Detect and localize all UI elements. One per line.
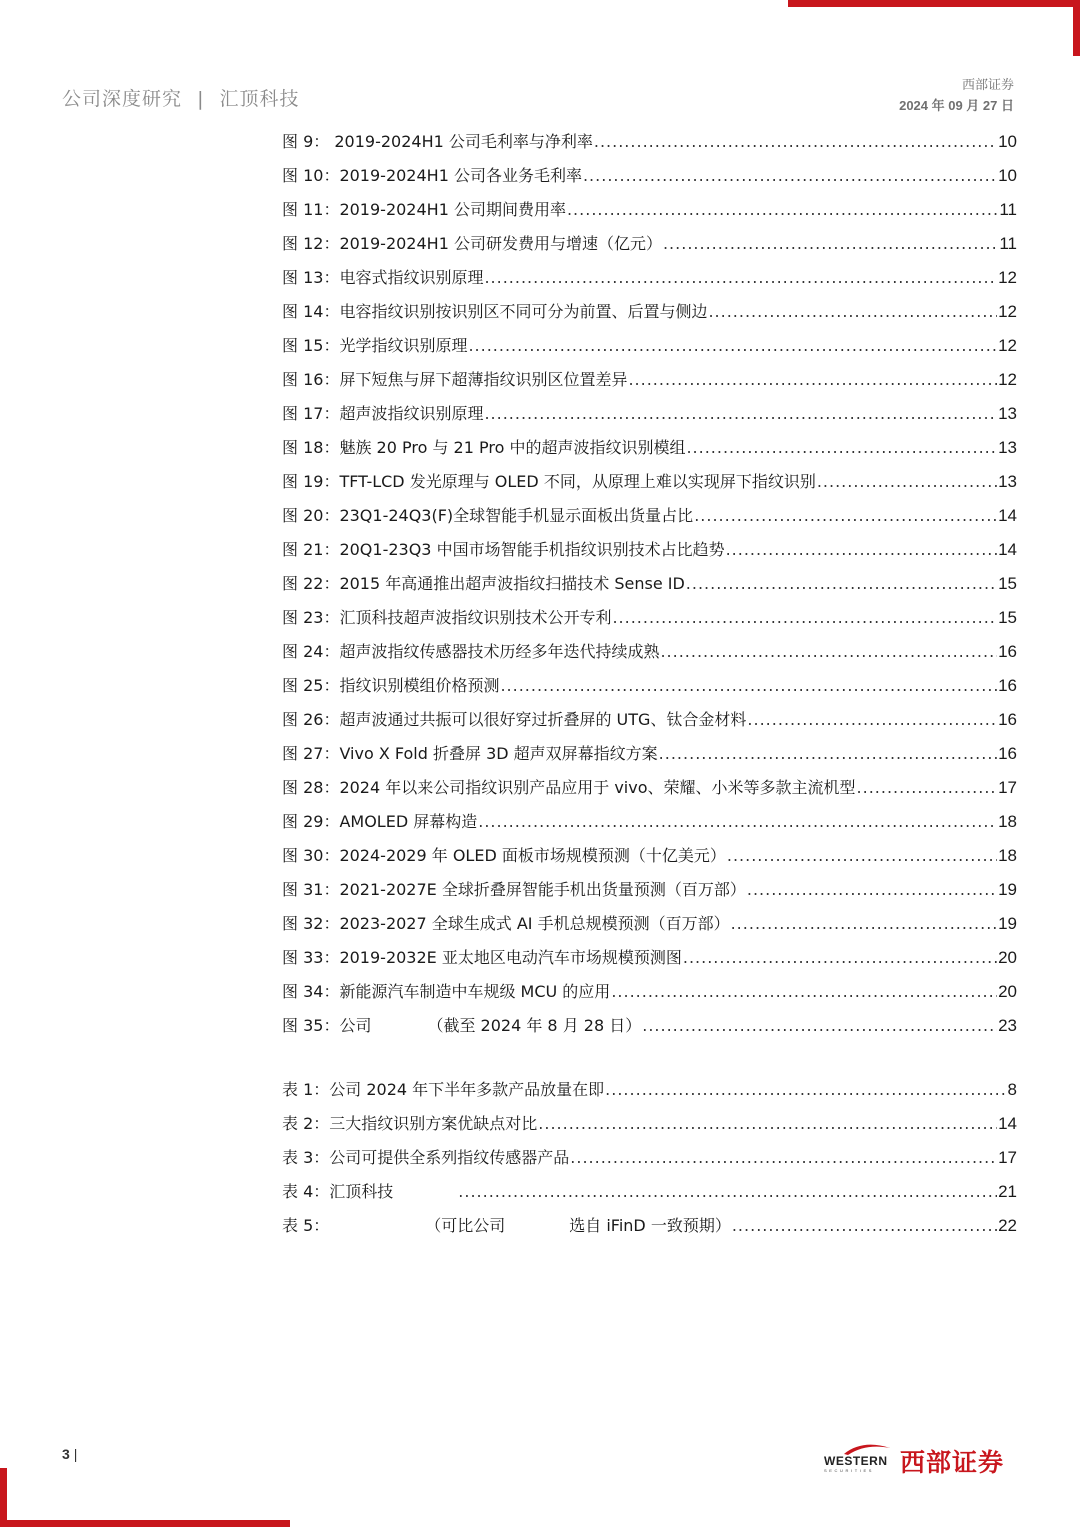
entry-page: 11 (999, 200, 1017, 219)
dot-leader (484, 404, 997, 423)
dot-leader (727, 846, 997, 865)
toc-figure-entry[interactable] (282, 571, 1017, 605)
toc-figure-entry[interactable] (282, 333, 1017, 367)
entry-page: 11 (999, 234, 1017, 253)
entry-label: 图 30：2024-2029 年 OLED 面板市场规模预测（十亿美元） (282, 846, 726, 865)
entry-page: 17 (998, 1148, 1017, 1167)
report-header (62, 84, 300, 111)
dot-leader (612, 608, 997, 627)
entry-label: 图 20：23Q1-24Q3(F)全球智能手机显示面板出货量占比 (282, 506, 694, 525)
toc-figure-entry[interactable] (282, 741, 1017, 775)
entry-page: 21 (998, 1182, 1017, 1201)
toc-figure-entry[interactable] (282, 1013, 1017, 1047)
dot-leader (686, 574, 997, 593)
dot-leader (731, 914, 997, 933)
entry-page: 16 (998, 676, 1017, 695)
dot-leader (583, 166, 997, 185)
dot-leader (611, 982, 997, 1001)
entry-page: 19 (998, 914, 1017, 933)
entry-label: 表 3：公司可提供全系列指纹传感器产品 (282, 1148, 570, 1167)
toc-figure-entry[interactable] (282, 299, 1017, 333)
dot-leader (686, 438, 997, 457)
header-separator: | (197, 88, 205, 110)
toc-figure-entry[interactable] (282, 809, 1017, 843)
entry-label: 图 18：魅族 20 Pro 与 21 Pro 中的超声波指纹识别模组 (282, 438, 686, 457)
dot-leader (694, 506, 997, 525)
entry-page: 15 (998, 608, 1017, 627)
entry-label: 表 4：汇顶科技 (282, 1182, 458, 1201)
toc-figure-entry[interactable] (282, 877, 1017, 911)
logo-english: WESTERN (824, 1454, 888, 1468)
toc-table-entry[interactable] (282, 1213, 1017, 1247)
dot-leader (732, 1216, 997, 1235)
dot-leader (468, 336, 997, 355)
entry-label: 图 19：TFT-LCD 发光原理与 OLED 不同，从原理上难以实现屏下指纹识别 (282, 472, 816, 491)
dot-leader (659, 744, 997, 763)
dot-leader (747, 710, 997, 729)
entry-page: 17 (998, 778, 1017, 797)
page-number (62, 1446, 77, 1462)
toc-figure-entry[interactable] (282, 435, 1017, 469)
entry-page: 12 (998, 370, 1017, 389)
entry-page: 14 (998, 506, 1017, 525)
entry-label: 图 32：2023-2027 全球生成式 AI 手机总规模预测（百万部） (282, 914, 730, 933)
toc-table-entry[interactable] (282, 1179, 1017, 1213)
entry-page: 12 (998, 336, 1017, 355)
dot-leader (663, 234, 998, 253)
dot-leader (458, 1182, 997, 1201)
dot-leader (642, 1016, 997, 1035)
entry-page: 13 (998, 438, 1017, 457)
dot-leader (594, 132, 997, 151)
entry-page: 10 (998, 132, 1017, 151)
toc-figure-entry[interactable] (282, 231, 1017, 265)
table-list (282, 1077, 1017, 1247)
entry-label: 图 21：20Q1-23Q3 中国市场智能手机指纹识别技术占比趋势 (282, 540, 725, 559)
entry-label: 图 35：公司 （截至 2024 年 8 月 28 日） (282, 1016, 642, 1035)
corner-accent-top-vertical (1073, 0, 1080, 56)
dot-leader (570, 1148, 997, 1167)
entry-label: 图 15：光学指纹识别原理 (282, 336, 468, 355)
dot-leader (817, 472, 997, 491)
entry-page: 10 (998, 166, 1017, 185)
entry-page: 16 (998, 642, 1017, 661)
report-date: 2024 年 09 月 27 日 (899, 98, 1014, 113)
toc-table-entry[interactable] (282, 1145, 1017, 1179)
toc-figure-entry[interactable] (282, 639, 1017, 673)
entry-page: 14 (998, 1114, 1017, 1133)
toc-figure-entry[interactable] (282, 367, 1017, 401)
entry-page: 8 (1007, 1080, 1017, 1099)
entry-page: 22 (998, 1216, 1017, 1235)
dot-leader (500, 676, 997, 695)
entry-page: 13 (998, 404, 1017, 423)
entry-label: 图 22：2015 年高通推出超声波指纹扫描技术 Sense ID (282, 574, 685, 593)
dot-leader (628, 370, 997, 389)
figure-list (282, 129, 1017, 1047)
entry-label: 图 29：AMOLED 屏幕构造 (282, 812, 478, 831)
toc-figure-entry[interactable] (282, 163, 1017, 197)
dot-leader (484, 268, 997, 287)
entry-label: 图 23：汇顶科技超声波指纹识别技术公开专利 (282, 608, 612, 627)
corner-accent-bottom-horizontal (0, 1520, 290, 1527)
entry-page: 19 (998, 880, 1017, 899)
toc-figure-entry[interactable] (282, 775, 1017, 809)
dot-leader (726, 540, 998, 559)
entry-label: 图 10：2019-2024H1 公司各业务毛利率 (282, 166, 582, 185)
entry-page: 13 (998, 472, 1017, 491)
toc-figure-entry[interactable] (282, 843, 1017, 877)
toc-figure-entry[interactable] (282, 945, 1017, 979)
entry-label: 图 17：超声波指纹识别原理 (282, 404, 484, 423)
entry-label: 图 33：2019-2032E 亚太地区电动汽车市场规模预测图 (282, 948, 682, 967)
entry-label: 图 25：指纹识别模组价格预测 (282, 676, 500, 695)
entry-page: 12 (998, 268, 1017, 287)
report-type: 公司深度研究 (62, 88, 183, 110)
firm-name: 西部证券 (961, 78, 1014, 93)
entry-label: 图 16：屏下短焦与屏下超薄指纹识别区位置差异 (282, 370, 628, 389)
entry-page: 12 (998, 302, 1017, 321)
entry-label: 表 2：三大指纹识别方案优缺点对比 (282, 1114, 538, 1133)
toc-figure-entry[interactable] (282, 503, 1017, 537)
entry-label: 图 28：2024 年以来公司指纹识别产品应用于 vivo、荣耀、小米等多款主流机型 (282, 778, 856, 797)
toc-figure-entry[interactable] (282, 469, 1017, 503)
toc-figure-entry[interactable] (282, 265, 1017, 299)
western-securities-logo (824, 1442, 1020, 1478)
entry-page: 14 (998, 540, 1017, 559)
company-name: 汇顶科技 (219, 88, 300, 110)
report-meta (899, 74, 1014, 114)
entry-label: 图 31：2021-2027E 全球折叠屏智能手机出货量预测（百万部） (282, 880, 746, 899)
toc-figure-entry[interactable] (282, 197, 1017, 231)
entry-page: 16 (998, 744, 1017, 763)
entry-label: 图 13：电容式指纹识别原理 (282, 268, 484, 287)
dot-leader (660, 642, 997, 661)
logo-english-sub: SECURITIES (824, 1468, 875, 1473)
toc-figure-entry[interactable] (282, 401, 1017, 435)
table-of-contents (282, 129, 1017, 1247)
entry-label: 图 24：超声波指纹传感器技术历经多年迭代持续成熟 (282, 642, 660, 661)
entry-page: 23 (998, 1016, 1017, 1035)
toc-figure-entry[interactable] (282, 673, 1017, 707)
entry-label: 图 27：Vivo X Fold 折叠屏 3D 超声双屏幕指纹方案 (282, 744, 658, 763)
corner-accent-top-horizontal (788, 0, 1080, 7)
dot-leader (747, 880, 997, 899)
entry-label: 图 26：超声波通过共振可以很好穿过折叠屏的 UTG、钛合金材料 (282, 710, 747, 729)
entry-page: 16 (998, 710, 1017, 729)
entry-page: 20 (998, 948, 1017, 967)
entry-label: 图 11：2019-2024H1 公司期间费用率 (282, 200, 566, 219)
toc-figure-entry[interactable] (282, 911, 1017, 945)
entry-page: 18 (998, 812, 1017, 831)
toc-figure-entry[interactable] (282, 707, 1017, 741)
toc-figure-entry[interactable] (282, 537, 1017, 571)
list-gap (282, 1047, 1017, 1077)
entry-label: 图 14：电容指纹识别按识别区不同可分为前置、后置与侧边 (282, 302, 708, 321)
toc-figure-entry[interactable] (282, 129, 1017, 163)
page-number-value: 3 (62, 1446, 70, 1462)
entry-page: 15 (998, 574, 1017, 593)
corner-accent-bottom-vertical (0, 1468, 7, 1527)
toc-figure-entry[interactable] (282, 605, 1017, 639)
toc-table-entry[interactable] (282, 1111, 1017, 1145)
dot-leader (708, 302, 997, 321)
logo-chinese: 西部证券 (900, 1448, 1005, 1477)
entry-page: 20 (998, 982, 1017, 1001)
dot-leader (567, 200, 998, 219)
toc-table-entry[interactable] (282, 1077, 1017, 1111)
page-number-separator: | (73, 1446, 78, 1462)
entry-page: 18 (998, 846, 1017, 865)
entry-label: 图 9： 2019-2024H1 公司毛利率与净利率 (282, 132, 593, 151)
entry-label: 图 34：新能源汽车制造中车规级 MCU 的应用 (282, 982, 611, 1001)
dot-leader (538, 1114, 997, 1133)
dot-leader (605, 1080, 1006, 1099)
dot-leader (857, 778, 998, 797)
toc-figure-entry[interactable] (282, 979, 1017, 1013)
entry-label: 图 12：2019-2024H1 公司研发费用与增速（亿元） (282, 234, 662, 253)
entry-label: 表 5： （可比公司 选自 iFinD 一致预期） (282, 1216, 731, 1235)
dot-leader (683, 948, 997, 967)
entry-label: 表 1：公司 2024 年下半年多款产品放量在即 (282, 1080, 605, 1099)
dot-leader (478, 812, 997, 831)
